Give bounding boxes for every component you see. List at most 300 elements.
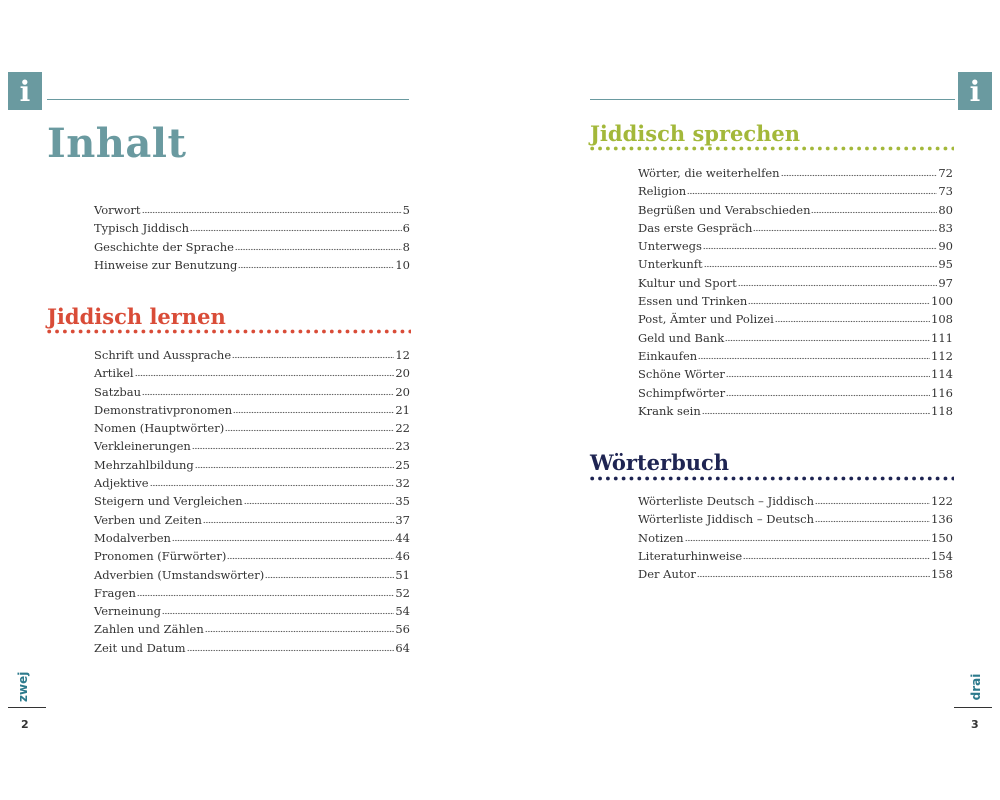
divider-dot <box>408 330 411 334</box>
divider-dot <box>377 330 381 334</box>
divider-dot <box>645 147 649 151</box>
toc-entry-page: 54 <box>395 604 410 619</box>
divider-dot <box>157 330 161 334</box>
toc-entry[interactable] <box>638 386 953 404</box>
toc-entry-label: Vorwort <box>94 203 141 217</box>
page-number-left: 2 <box>21 718 29 731</box>
divider-dot <box>724 477 728 481</box>
divider-dot <box>590 477 594 481</box>
toc-entry[interactable] <box>94 458 410 476</box>
toc-entry[interactable] <box>94 476 410 494</box>
toc-entry-label: Modalverben <box>94 530 171 545</box>
toc-entry-page: 97 <box>938 275 953 290</box>
side-label: zwej <box>16 671 30 702</box>
divider-dot <box>622 147 626 151</box>
divider-dot <box>881 477 885 481</box>
divider-dot <box>724 147 728 151</box>
divider-dot <box>228 330 232 334</box>
toc-entry-label: Unterwegs <box>638 239 702 254</box>
divider-dot <box>393 330 397 334</box>
dot-leader <box>137 586 394 597</box>
dot-leader <box>697 567 930 578</box>
toc-entry-label: Pronomen (Fürwörter) <box>94 549 227 564</box>
toc-entry[interactable] <box>94 203 410 221</box>
toc-entry[interactable] <box>94 385 410 403</box>
toc-entry[interactable] <box>638 239 953 257</box>
toc-entry-label: Notizen <box>638 530 684 545</box>
toc-entry[interactable] <box>638 312 953 330</box>
divider-dot <box>810 147 814 151</box>
divider-dot <box>630 477 634 481</box>
toc-entry[interactable] <box>638 166 953 184</box>
toc-entry-label: Wörterliste Deutsch – Jiddisch <box>638 494 815 508</box>
dot-leader <box>142 385 394 396</box>
divider-dot <box>622 477 626 481</box>
divider-dot <box>787 147 791 151</box>
divider-dot <box>912 477 916 481</box>
toc-entry-label: Schrift und Aussprache <box>94 348 232 362</box>
divider-dot <box>669 477 673 481</box>
divider-dot <box>732 147 736 151</box>
toc-entry-page: 64 <box>395 640 410 655</box>
toc-entry-page: 25 <box>395 457 410 472</box>
divider-dot <box>251 330 255 334</box>
dotted-divider <box>590 476 954 481</box>
section-title-jiddisch-lernen: Jiddisch lernen <box>47 304 226 329</box>
divider-dot <box>692 477 696 481</box>
toc-entry[interactable] <box>94 348 410 366</box>
divider-dot <box>732 477 736 481</box>
divider-dot <box>818 477 822 481</box>
toc-entry-label: Literaturhinweise <box>638 548 743 563</box>
toc-entry-page: 154 <box>931 548 953 563</box>
divider-dot <box>842 477 846 481</box>
toc-entry-page: 46 <box>395 549 410 564</box>
dot-leader <box>698 349 930 360</box>
dot-leader <box>703 239 937 250</box>
divider-dot <box>55 330 59 334</box>
divider-dot <box>685 477 689 481</box>
divider-dot <box>881 147 885 151</box>
divider-dot <box>739 477 743 481</box>
divider-dot <box>47 330 51 334</box>
dot-leader <box>227 549 394 560</box>
divider-dot <box>826 477 830 481</box>
divider-dot <box>653 147 657 151</box>
divider-dot <box>637 477 641 481</box>
divider-dot <box>259 330 263 334</box>
toc-entry-page: 150 <box>931 530 953 545</box>
divider-dot <box>936 477 940 481</box>
divider-dot <box>322 330 326 334</box>
toc-entry[interactable] <box>94 513 410 531</box>
divider-dot <box>142 330 146 334</box>
divider-dot <box>747 147 751 151</box>
toc-entry-label: Religion <box>638 184 687 199</box>
divider-dot <box>685 147 689 151</box>
toc-entry-page: 51 <box>395 567 410 582</box>
toc-entry-label: Zeit und Datum <box>94 640 186 655</box>
toc-entry-page: 35 <box>395 494 410 509</box>
toc-entry-page: 73 <box>938 184 953 199</box>
divider-dot <box>857 477 861 481</box>
toc-entry[interactable] <box>638 567 953 585</box>
dot-leader <box>687 184 937 195</box>
divider-dot <box>692 147 696 151</box>
divider-dot <box>936 147 940 151</box>
divider-dot <box>369 330 373 334</box>
dot-leader <box>685 531 930 542</box>
divider-dot <box>353 330 357 334</box>
toc-entry-label: Begrüßen und Verabschieden <box>638 202 811 217</box>
toc-entry[interactable] <box>638 512 953 530</box>
toc-entry-page: 114 <box>931 367 953 382</box>
toc-entry[interactable] <box>94 568 410 586</box>
divider-dot <box>79 330 83 334</box>
toc-entry-label: Der Autor <box>638 567 696 582</box>
divider-dot <box>299 330 303 334</box>
toc-entry[interactable] <box>638 494 953 512</box>
divider-dot <box>236 330 240 334</box>
toc-entry-label: Typisch Jiddisch <box>94 221 190 236</box>
toc-section-list <box>638 166 953 422</box>
toc-entry-label: Satzbau <box>94 384 142 399</box>
toc-entry[interactable] <box>94 622 410 640</box>
divider-dot <box>314 330 318 334</box>
divider-dot <box>173 330 177 334</box>
divider-dot <box>834 477 838 481</box>
dotted-divider <box>590 146 954 151</box>
dot-leader <box>233 403 394 414</box>
dot-leader <box>725 331 930 342</box>
toc-entry[interactable] <box>638 349 953 367</box>
divider-dot <box>889 477 893 481</box>
divider-dot <box>889 147 893 151</box>
section-title-jiddisch-sprechen: Jiddisch sprechen <box>590 121 801 146</box>
dot-leader <box>726 367 930 378</box>
divider-dot <box>361 330 365 334</box>
divider-dot <box>747 477 751 481</box>
toc-entry-page: 158 <box>931 567 953 582</box>
toc-entry-label: Schimpfwörter <box>638 385 726 400</box>
toc-entry-page: 116 <box>931 385 953 400</box>
toc-entry-label: Adjektive <box>94 476 149 491</box>
divider-dot <box>614 147 618 151</box>
toc-entry-page: 10 <box>395 257 410 272</box>
divider-dot <box>794 147 798 151</box>
divider-dot <box>763 147 767 151</box>
toc-entry-page: 44 <box>395 530 410 545</box>
toc-entry-page: 108 <box>931 312 953 327</box>
toc-entry-label: Mehrzahlbildung <box>94 457 194 472</box>
toc-entry[interactable] <box>638 184 953 202</box>
divider-dot <box>338 330 342 334</box>
divider-dot <box>165 330 169 334</box>
toc-entry[interactable] <box>94 421 410 439</box>
dot-leader <box>195 458 395 469</box>
dot-leader <box>815 512 930 523</box>
divider-dot <box>739 147 743 151</box>
divider-dot <box>630 147 634 151</box>
divider-dot <box>661 147 665 151</box>
dot-leader <box>205 622 395 633</box>
dot-leader <box>265 568 394 579</box>
toc-entry-page: 6 <box>402 221 410 236</box>
divider-dot <box>951 477 954 481</box>
toc-entry[interactable] <box>638 294 953 312</box>
divider-dot <box>283 330 287 334</box>
divider-dot <box>865 147 869 151</box>
dot-leader <box>150 476 395 487</box>
divider-dot <box>904 147 908 151</box>
divider-dot <box>771 147 775 151</box>
toc-entry[interactable] <box>94 641 410 659</box>
toc-entry-page: 23 <box>395 439 410 454</box>
toc-entry-label: Wörter, die weiterhelfen <box>638 166 780 180</box>
dot-leader <box>775 312 930 323</box>
toc-entry-label: Steigern und Vergleichen <box>94 494 243 509</box>
divider-dot <box>849 147 853 151</box>
toc-entry-label: Kultur und Sport <box>638 275 737 290</box>
toc-entry[interactable] <box>94 494 410 512</box>
dot-leader <box>203 513 394 524</box>
toc-entry-label: Verkleinerungen <box>94 439 191 454</box>
toc-entry[interactable] <box>94 221 410 239</box>
toc-entry[interactable] <box>94 549 410 567</box>
toc-entry-label: Fragen <box>94 585 136 600</box>
info-icon: i <box>8 72 42 110</box>
divider-dot <box>849 477 853 481</box>
divider-dot <box>606 147 610 151</box>
toc-entry-label: Unterkunft <box>638 257 703 272</box>
divider-dot <box>598 477 602 481</box>
toc-entry-label: Wörterliste Jiddisch – Deutsch <box>638 512 815 527</box>
divider-dot <box>614 477 618 481</box>
toc-entry-label: Hinweise zur Benutzung <box>94 257 238 272</box>
toc-entry-page: 90 <box>938 239 953 254</box>
toc-entry[interactable] <box>638 257 953 275</box>
dot-leader <box>172 531 394 542</box>
toc-entry[interactable] <box>638 276 953 294</box>
dot-leader <box>244 494 395 505</box>
side-label: drai <box>969 673 983 701</box>
divider-dot <box>590 147 594 151</box>
divider-dot <box>102 330 106 334</box>
footer-rule-left <box>8 707 46 708</box>
toc-entry[interactable] <box>94 258 410 276</box>
dot-leader <box>235 240 402 251</box>
divider-dot <box>220 330 224 334</box>
divider-dot <box>700 147 704 151</box>
divider-dot <box>306 330 310 334</box>
toc-entry-label: Verneinung <box>94 604 162 619</box>
divider-dot <box>708 477 712 481</box>
divider-dot <box>63 330 67 334</box>
toc-entry[interactable] <box>638 203 953 221</box>
toc-entry-page: 22 <box>395 421 410 436</box>
divider-dot <box>771 477 775 481</box>
divider-dot <box>904 477 908 481</box>
dot-leader <box>748 294 930 305</box>
dot-leader <box>704 257 938 268</box>
toc-entry[interactable] <box>94 403 410 421</box>
divider-dot <box>716 477 720 481</box>
divider-dot <box>126 330 130 334</box>
toc-entry-page: 122 <box>931 494 953 508</box>
footer-rule-right <box>954 707 992 708</box>
toc-entry[interactable] <box>94 604 410 622</box>
toc-section-list <box>94 348 410 659</box>
divider-dot <box>944 147 948 151</box>
divider-dot <box>330 330 334 334</box>
dot-leader <box>192 439 395 450</box>
dot-leader <box>815 494 930 505</box>
divider-dot <box>920 477 924 481</box>
dot-leader <box>232 348 394 359</box>
toc-entry-page: 37 <box>395 512 410 527</box>
toc-entry-page: 8 <box>402 239 410 254</box>
toc-entry-label: Zahlen und Zählen <box>94 622 204 637</box>
toc-entry-label: Essen und Trinken <box>638 294 748 309</box>
page-title: Inhalt <box>47 120 187 167</box>
divider-dot <box>669 147 673 151</box>
toc-section-list <box>638 494 953 585</box>
toc-entry-page: 72 <box>938 166 953 180</box>
divider-dot <box>181 330 185 334</box>
dot-leader <box>811 203 937 214</box>
divider-dot <box>873 147 877 151</box>
toc-entry-label: Geschichte der Sprache <box>94 239 234 254</box>
toc-entry-page: 111 <box>931 330 953 345</box>
dot-leader <box>162 604 394 615</box>
divider-dot <box>944 477 948 481</box>
divider-dot <box>385 330 389 334</box>
section-title-woerterbuch: Wörterbuch <box>590 450 730 475</box>
toc-entry[interactable] <box>94 586 410 604</box>
divider-dot <box>149 330 153 334</box>
dot-leader <box>187 641 395 652</box>
dot-leader <box>702 404 930 415</box>
info-icon: i <box>958 72 992 110</box>
divider-dot <box>267 330 271 334</box>
divider-dot <box>244 330 248 334</box>
divider-dot <box>920 147 924 151</box>
toc-entry-page: 21 <box>395 402 410 417</box>
dot-leader <box>726 386 930 397</box>
toc-entry-label: Post, Ämter und Polizei <box>638 312 774 327</box>
divider-dot <box>928 477 932 481</box>
toc-entry[interactable] <box>638 549 953 567</box>
toc-entry-label: Artikel <box>94 366 134 381</box>
divider-dot <box>653 477 657 481</box>
divider-dot <box>873 477 877 481</box>
toc-entry[interactable] <box>638 367 953 385</box>
toc-entry-page: 118 <box>931 403 953 418</box>
dotted-divider <box>47 329 411 334</box>
divider-dot <box>708 147 712 151</box>
divider-dot <box>928 147 932 151</box>
toc-entry-label: Adverbien (Umstandswörter) <box>94 567 265 582</box>
divider-dot <box>842 147 846 151</box>
toc-entry[interactable] <box>94 240 410 258</box>
dot-leader <box>142 203 402 214</box>
divider-dot <box>134 330 138 334</box>
divider-dot <box>401 330 405 334</box>
dot-leader <box>738 276 938 287</box>
divider-dot <box>818 147 822 151</box>
divider-dot <box>87 330 91 334</box>
toc-entry[interactable] <box>638 531 953 549</box>
divider-dot <box>716 147 720 151</box>
dot-leader <box>753 221 937 232</box>
toc-entry-label: Geld und Bank <box>638 330 725 345</box>
divider-dot <box>779 147 783 151</box>
dot-leader <box>743 549 930 560</box>
divider-dot <box>346 330 350 334</box>
toc-entry-page: 12 <box>395 348 410 362</box>
toc-entry-page: 83 <box>938 220 953 235</box>
divider-dot <box>661 477 665 481</box>
toc-entry-page: 20 <box>395 384 410 399</box>
toc-entry-page: 136 <box>931 512 953 527</box>
toc-entry[interactable] <box>638 221 953 239</box>
toc-entry[interactable] <box>94 366 410 384</box>
toc-entry[interactable] <box>94 531 410 549</box>
toc-entry[interactable] <box>94 439 410 457</box>
toc-entry-label: Einkaufen <box>638 348 698 363</box>
divider-dot <box>212 330 216 334</box>
divider-dot <box>677 477 681 481</box>
divider-dot <box>189 330 193 334</box>
divider-dot <box>779 477 783 481</box>
divider-dot <box>896 147 900 151</box>
dot-leader <box>238 258 394 269</box>
page-number-right: 3 <box>971 718 979 731</box>
toc-entry[interactable] <box>638 404 953 422</box>
divider-dot <box>912 147 916 151</box>
divider-dot <box>275 330 279 334</box>
toc-entry-page: 95 <box>938 257 953 272</box>
divider-dot <box>196 330 200 334</box>
divider-dot <box>802 147 806 151</box>
divider-dot <box>763 477 767 481</box>
divider-dot <box>951 147 954 151</box>
divider-dot <box>787 477 791 481</box>
toc-entry-page: 20 <box>395 366 410 381</box>
toc-entry-label: Verben und Zeiten <box>94 512 202 527</box>
dot-leader <box>135 366 395 377</box>
header-rule-right <box>590 99 955 100</box>
toc-entry-label: Das erste Gespräch <box>638 220 753 235</box>
dot-leader <box>225 421 394 432</box>
toc-intro-list <box>94 203 410 276</box>
divider-dot <box>677 147 681 151</box>
toc-entry-label: Schöne Wörter <box>638 367 725 382</box>
divider-dot <box>700 477 704 481</box>
toc-entry-page: 56 <box>395 622 410 637</box>
divider-dot <box>606 477 610 481</box>
divider-dot <box>110 330 114 334</box>
divider-dot <box>94 330 98 334</box>
divider-dot <box>645 477 649 481</box>
divider-dot <box>826 147 830 151</box>
divider-dot <box>291 330 295 334</box>
toc-entry-page: 52 <box>395 585 410 600</box>
dot-leader <box>190 221 402 232</box>
toc-entry[interactable] <box>638 331 953 349</box>
header-rule-left <box>47 99 409 100</box>
toc-entry-page: 80 <box>938 202 953 217</box>
